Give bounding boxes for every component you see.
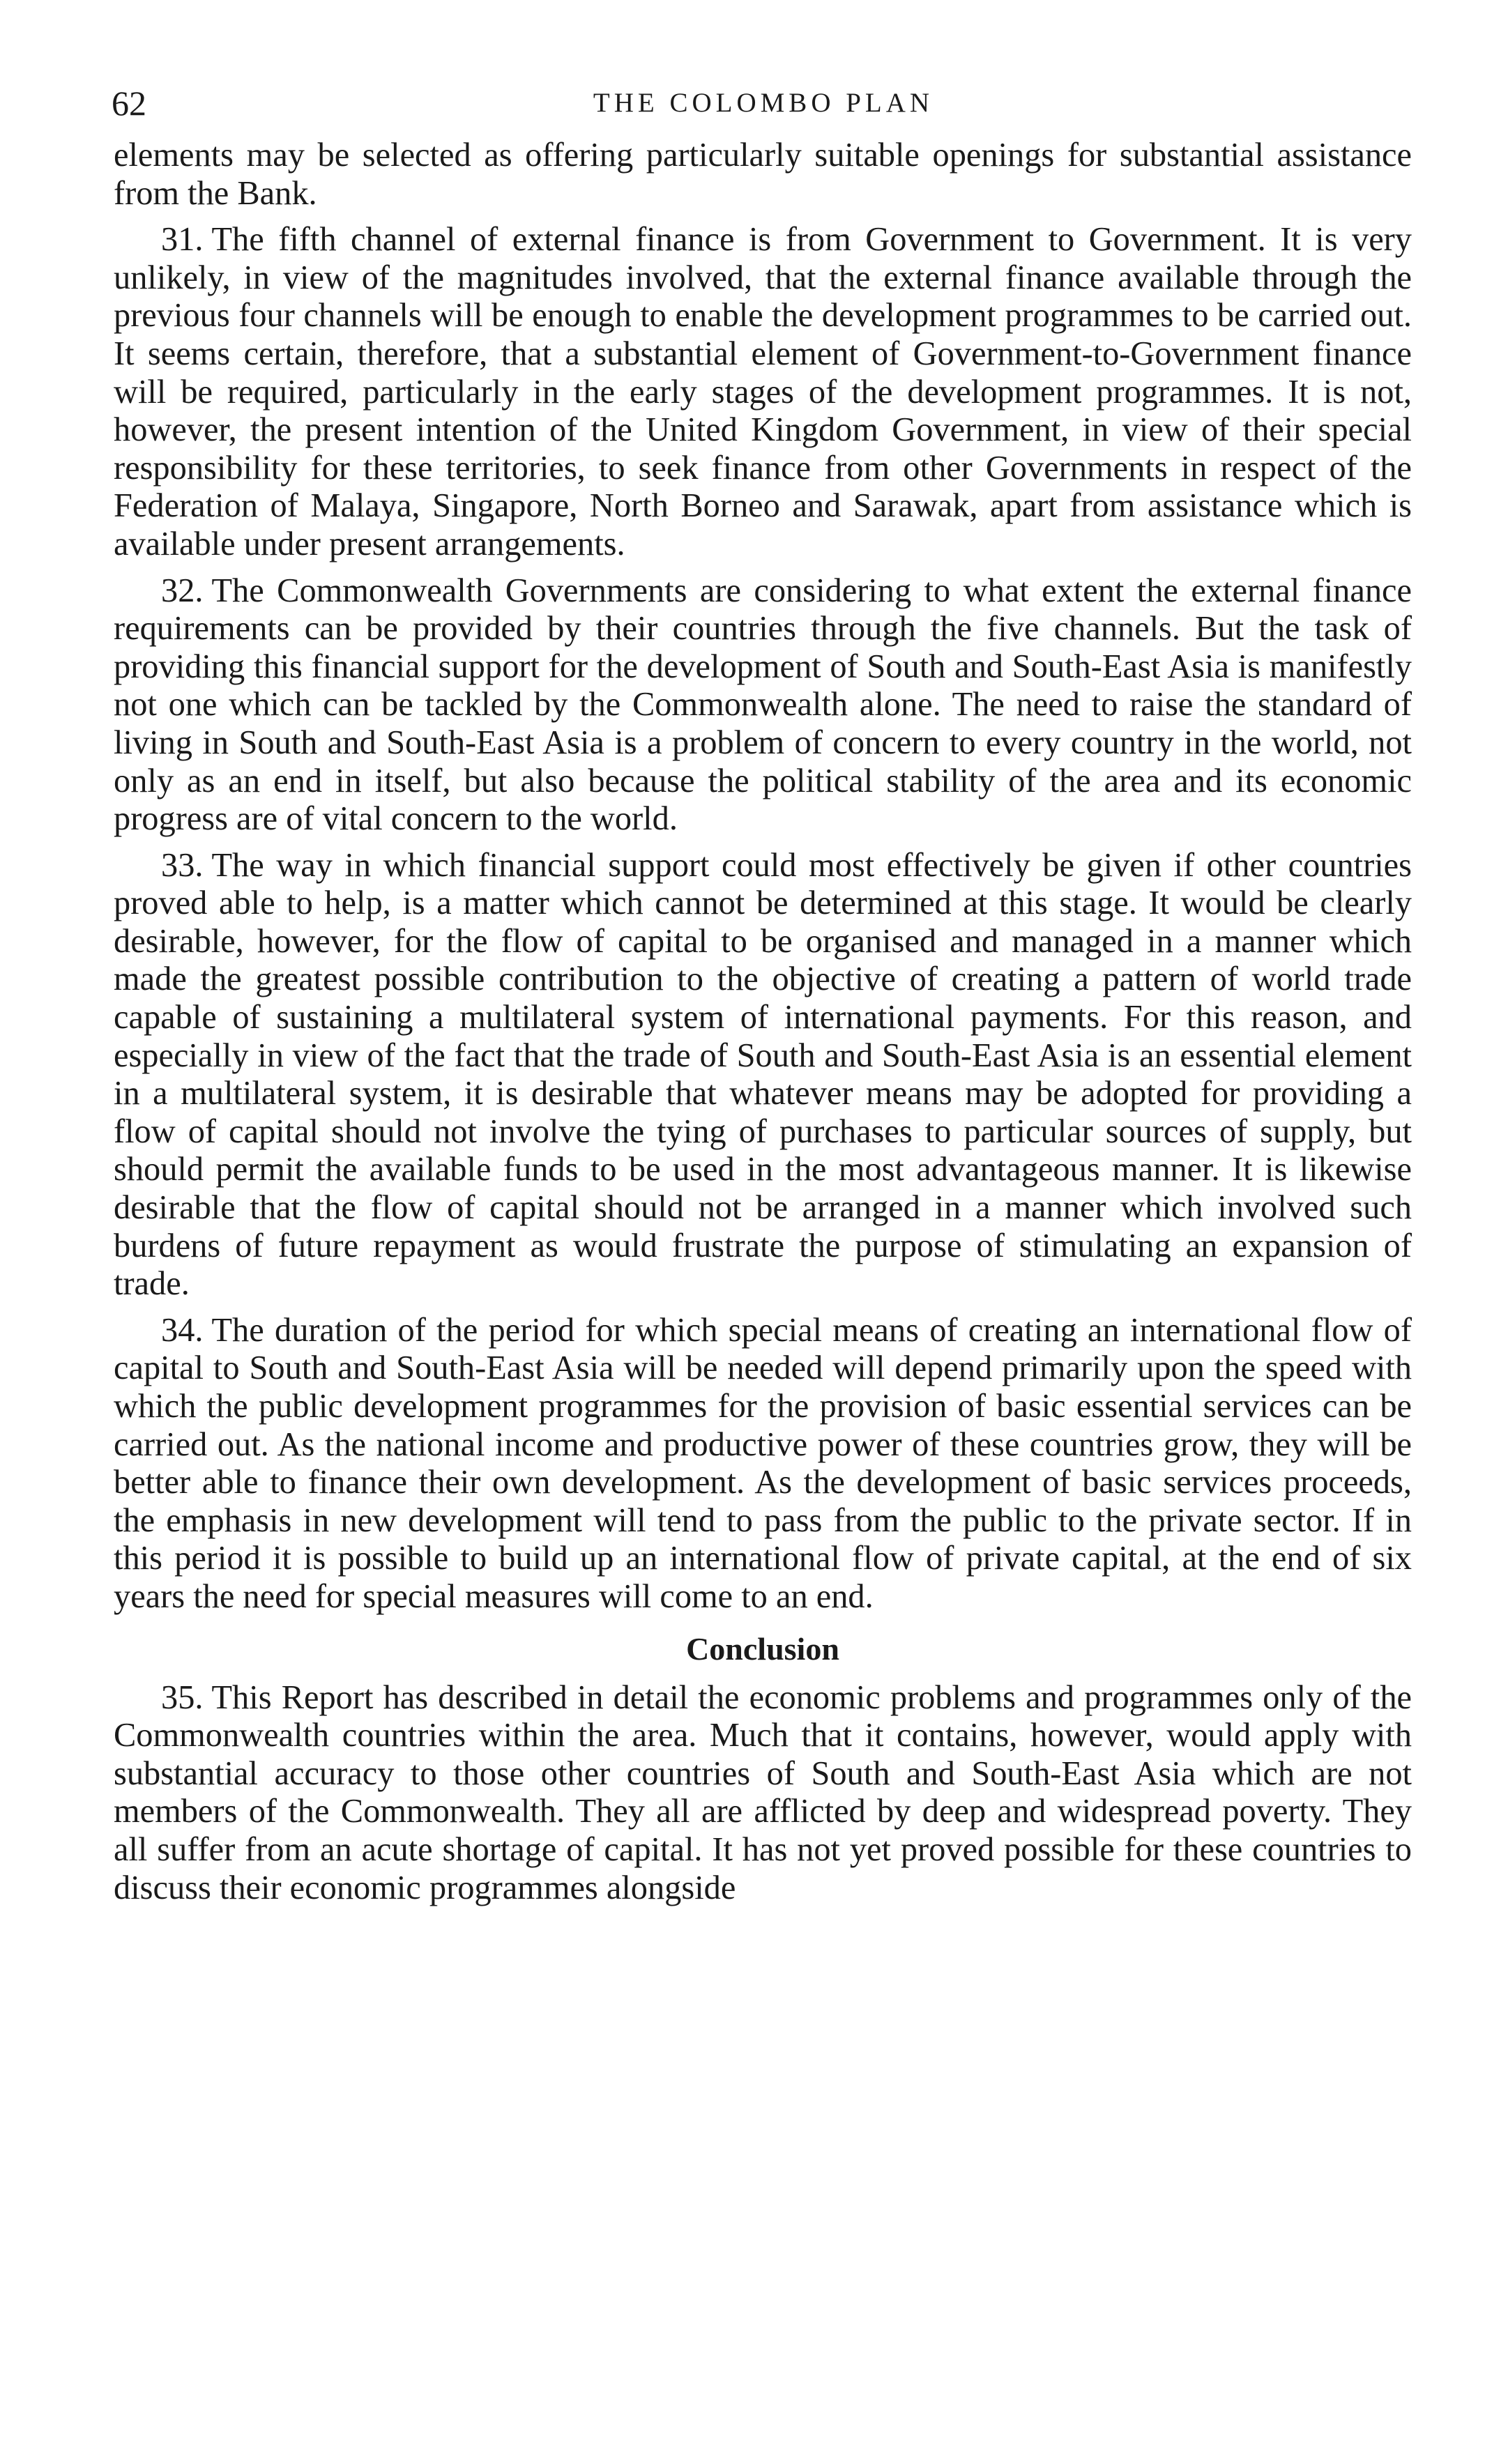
paragraph-31 bbox=[114, 221, 1412, 563]
paragraph-text: elements may be selected as offering particularly suitable openings for substantial assistance from the Bank. bbox=[114, 137, 1412, 212]
paragraph-text: The way in which financial support could most effectively be given if other countries proved able to help, is a matter which cannot be determined at this stage. It would be clearly desirable, however, for the flow of capital to be organised and managed in a manner which made the greatest possible contribution to the objective of creating a pattern of world trade capable of sustaining a multilateral system of international payments. For this reason, and especially in view of the fact that the trade of South and South-East Asia is an essential element in a multilateral system, it is desirable that whatever means may be adopted for providing a flow of capital should not involve the tying of purchases to particular sources of supply, but should permit the available funds to be used in the most advantageous manner. It is likewise desirable that the flow of capital should not be arranged in a manner which involved such burdens of future repayment as would frustrate the purpose of stimulating an expansion of trade. bbox=[114, 846, 1412, 1303]
section-heading: Conclusion bbox=[686, 1630, 839, 1667]
paragraph-text: The fifth channel of external finance is from Government to Government. It is very unlikely, in view of the magnitudes involved, that the external finance available through the previous four channels will be enough to enable the development programmes to be carried out. It seems certain, therefore, that a substantial element of Government-to-Government finance will be required, particularly in the early stages of the development programmes. It is not, however, the present intention of the United Kingdom Government, in view of their special responsibility for these territories, to seek finance from other Governments in respect of the Federation of Malaya, Singapore, North Borneo and Sarawak, apart from assistance which is available under present arrangements. bbox=[114, 221, 1412, 563]
paragraph-number: 31. bbox=[161, 221, 204, 259]
paragraph-continuation bbox=[114, 137, 1412, 213]
paragraph-number: 32. bbox=[161, 572, 204, 609]
page-number: 62 bbox=[112, 84, 146, 123]
paragraph-32 bbox=[114, 572, 1412, 839]
paragraph-number: 33. bbox=[161, 846, 204, 884]
paragraph-34 bbox=[114, 1312, 1412, 1616]
paragraph-number: 35. bbox=[161, 1678, 204, 1716]
paragraph-text: The duration of the period for which special means of creating an international flow of capital to South and South-East Asia will be needed will depend primarily upon the speed with which the public development programmes for the provision of basic essential services can be carried out. As the national income and productive power of these countries grow, they will be better able to finance their own development. As the development of basic services proceeds, the emphasis in new development will tend to pass from the public to the private sector. If in this period it is possible to build up an international flow of private capital, at the end of six years the need for special measures will come to an end. bbox=[114, 1311, 1412, 1615]
running-header bbox=[112, 82, 1415, 124]
running-title: THE COLOMBO PLAN bbox=[593, 88, 934, 118]
paragraph-35 bbox=[114, 1679, 1412, 1908]
paragraph-33 bbox=[114, 847, 1412, 1303]
body-text bbox=[114, 137, 1412, 1915]
paragraph-text: This Report has described in detail the economic problems and programmes only of the Commonwealth countries within the area. Much that it contains, however, would apply with substantial accuracy to those other countries of South and South-East Asia which are not members of the Commonwealth. They all are afflicted by deep and widespread poverty. They all suffer from an acute shortage of capital. It has not yet proved possible for these countries to discuss their economic programmes alongside bbox=[114, 1678, 1412, 1906]
paragraph-number: 34. bbox=[161, 1311, 204, 1349]
paragraph-text: The Commonwealth Governments are considering to what extent the external finance requirements can be provided by their countries through the five channels. But the task of providing this financial support for the development of South and South-East Asia is manifestly not one which can be tackled by the Commonwealth alone. The need to raise the standard of living in South and South-East Asia is a problem of concern to every country in the world, not only as an end in itself, but also because the political stability of the area and its economic progress are of vital concern to the world. bbox=[114, 572, 1412, 838]
